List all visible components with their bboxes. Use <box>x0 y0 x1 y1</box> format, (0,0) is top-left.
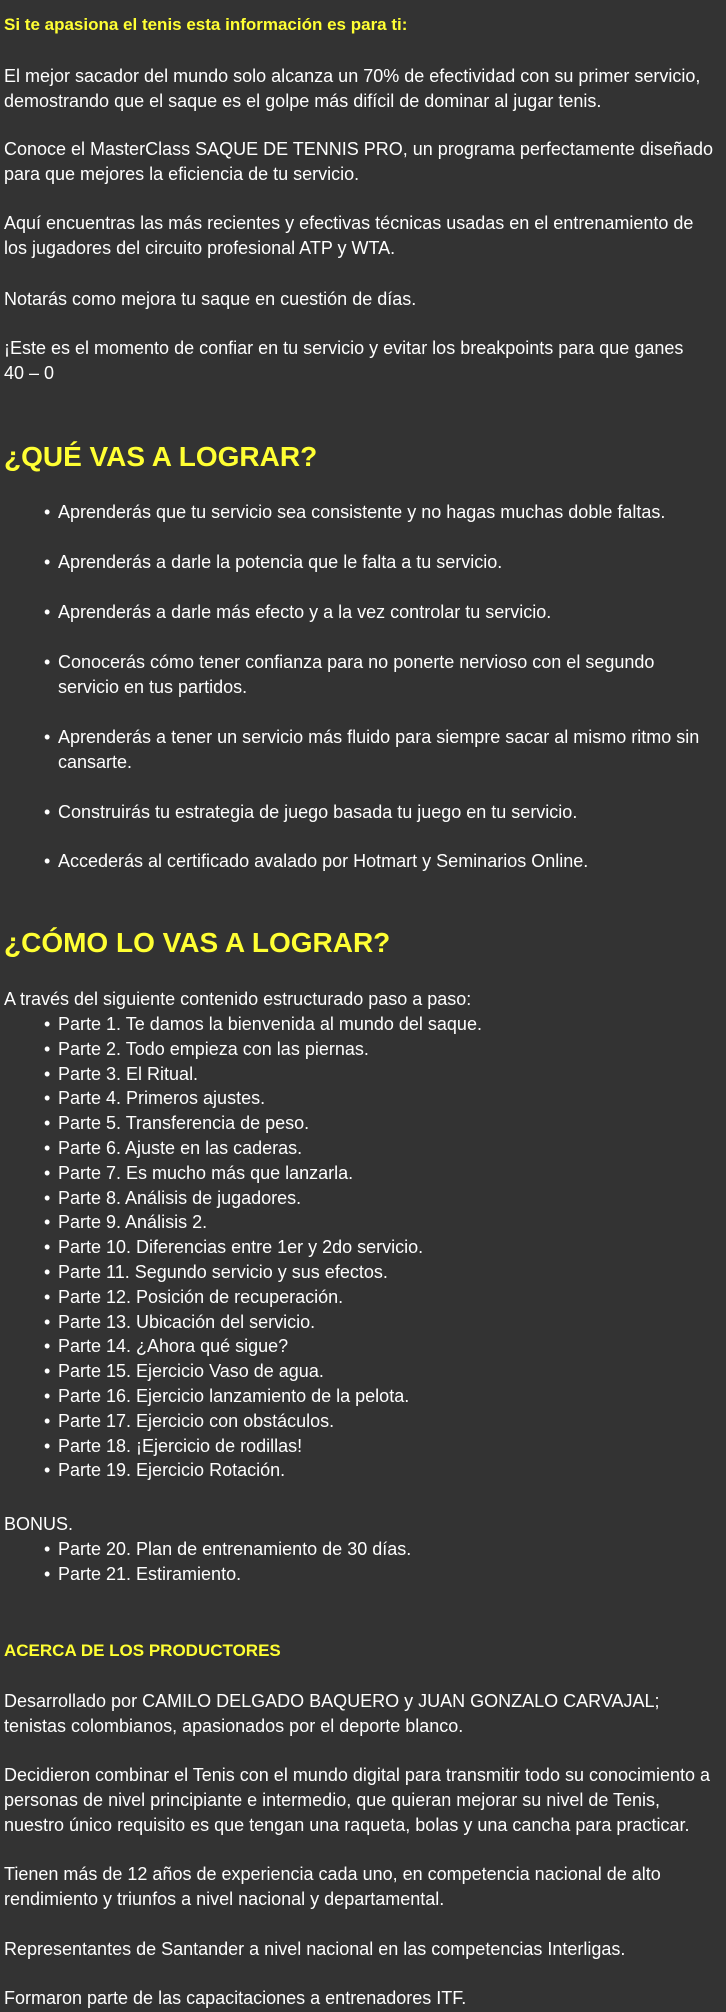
course-part-label: Parte 14. ¿Ahora qué sigue? <box>58 1336 289 1357</box>
course-part-label: Parte 18. ¡Ejercicio de rodillas! <box>58 1435 303 1456</box>
producers-paragraph-3: Tienen más de 12 años de experiencia cada uno, en competencia nacional de alto rendimiento y triunfos a nivel nacional y departamental. <box>4 1864 661 1909</box>
bonus-label: BONUS. <box>4 1514 74 1534</box>
course-part-label: Parte 4. Primeros ajustes. <box>58 1088 266 1109</box>
intro-paragraph-1: El mejor sacador del mundo solo alcanza un 70% de efectividad con su primer servicio, demostrando que el saque es el golpe más difícil de dominar al jugar tenis. <box>4 66 701 111</box>
producers-paragraph-4: Representantes de Santander a nivel nacional en las competencias Interligas. <box>4 1939 626 1959</box>
course-part-label: Parte 8. Análisis de jugadores. <box>58 1187 302 1208</box>
course-part-label: Parte 21. Estiramiento. <box>58 1563 242 1584</box>
course-part-label: Parte 19. Ejercicio Rotación. <box>58 1460 286 1481</box>
intro-paragraph-3: Aquí encuentras las más recientes y efectivas técnicas usadas en el entrenamiento de los jugadores del circuito profesional ATP y WTA. <box>4 213 694 258</box>
course-part-label: Parte 1. Te damos la bienvenida al mundo del saque. <box>58 1014 482 1034</box>
course-part-label: Parte 7. Es mucho más que lanzarla. <box>58 1162 354 1183</box>
producers-paragraph-1: Desarrollado por CAMILO DELGADO BAQUERO y JUAN GONZALO CARVAJAL; tenistas colombianos, apasionados por el deporte blanco. <box>4 1691 660 1736</box>
intro-paragraph-2: Conoce el MasterClass SAQUE DE TENNIS PRO, un programa perfectamente diseñado para que mejores la eficiencia de tu servicio. <box>4 139 713 184</box>
course-part-label: Parte 20. Plan de entrenamiento de 30 días. <box>58 1539 412 1559</box>
course-part-label: Parte 11. Segundo servicio y sus efectos. <box>58 1262 388 1282</box>
achieve-title: ¿QUÉ VAS A LOGRAR? <box>4 441 318 472</box>
producers-paragraph-5: Formaron parte de las capacitaciones a entrenadores ITF. <box>4 1988 467 2008</box>
course-part-label: Parte 2. Todo empieza con las piernas. <box>58 1038 369 1059</box>
course-part-label: Parte 9. Análisis 2. <box>58 1212 208 1233</box>
howto-title: ¿CÓMO LO VAS A LOGRAR? <box>4 927 391 958</box>
course-part-label: Parte 16. Ejercicio lanzamiento de la pelota. <box>58 1386 410 1406</box>
course-part-label: Parte 17. Ejercicio con obstáculos. <box>58 1410 335 1431</box>
course-part-label: Parte 5. Transferencia de peso. <box>58 1113 310 1134</box>
course-part-label: Parte 13. Ubicación del servicio. <box>58 1311 316 1332</box>
howto-lead: A través del siguiente contenido estructurado paso a paso: <box>4 989 472 1009</box>
intro-paragraph-5: ¡Este es el momento de confiar en tu servicio y evitar los breakpoints para que ganes 40 – 0 <box>4 338 684 383</box>
producers-title: ACERCA DE LOS PRODUCTORES <box>4 1641 281 1660</box>
course-part-label: Parte 15. Ejercicio Vaso de agua. <box>58 1361 324 1382</box>
course-part-label: Parte 12. Posición de recuperación. <box>58 1286 344 1307</box>
producers-paragraph-2: Decidieron combinar el Tenis con el mundo digital para transmitir todo su conocimiento a personas de nivel principiante e intermedio, que quieran mejorar su nivel de Tenis, nuestro único requisito es que tengan una raqueta, bolas y una cancha para practicar. <box>4 1765 711 1835</box>
course-part-label: Parte 6. Ajuste en las caderas. <box>58 1138 303 1158</box>
intro-heading: Si te apasiona el tenis esta información es para ti: <box>4 15 408 34</box>
course-part-label: Parte 10. Diferencias entre 1er y 2do servicio. <box>58 1237 424 1258</box>
intro-paragraph-4: Notarás como mejora tu saque en cuestión de días. <box>4 289 417 309</box>
course-part-label: Parte 3. El Ritual. <box>58 1063 199 1084</box>
